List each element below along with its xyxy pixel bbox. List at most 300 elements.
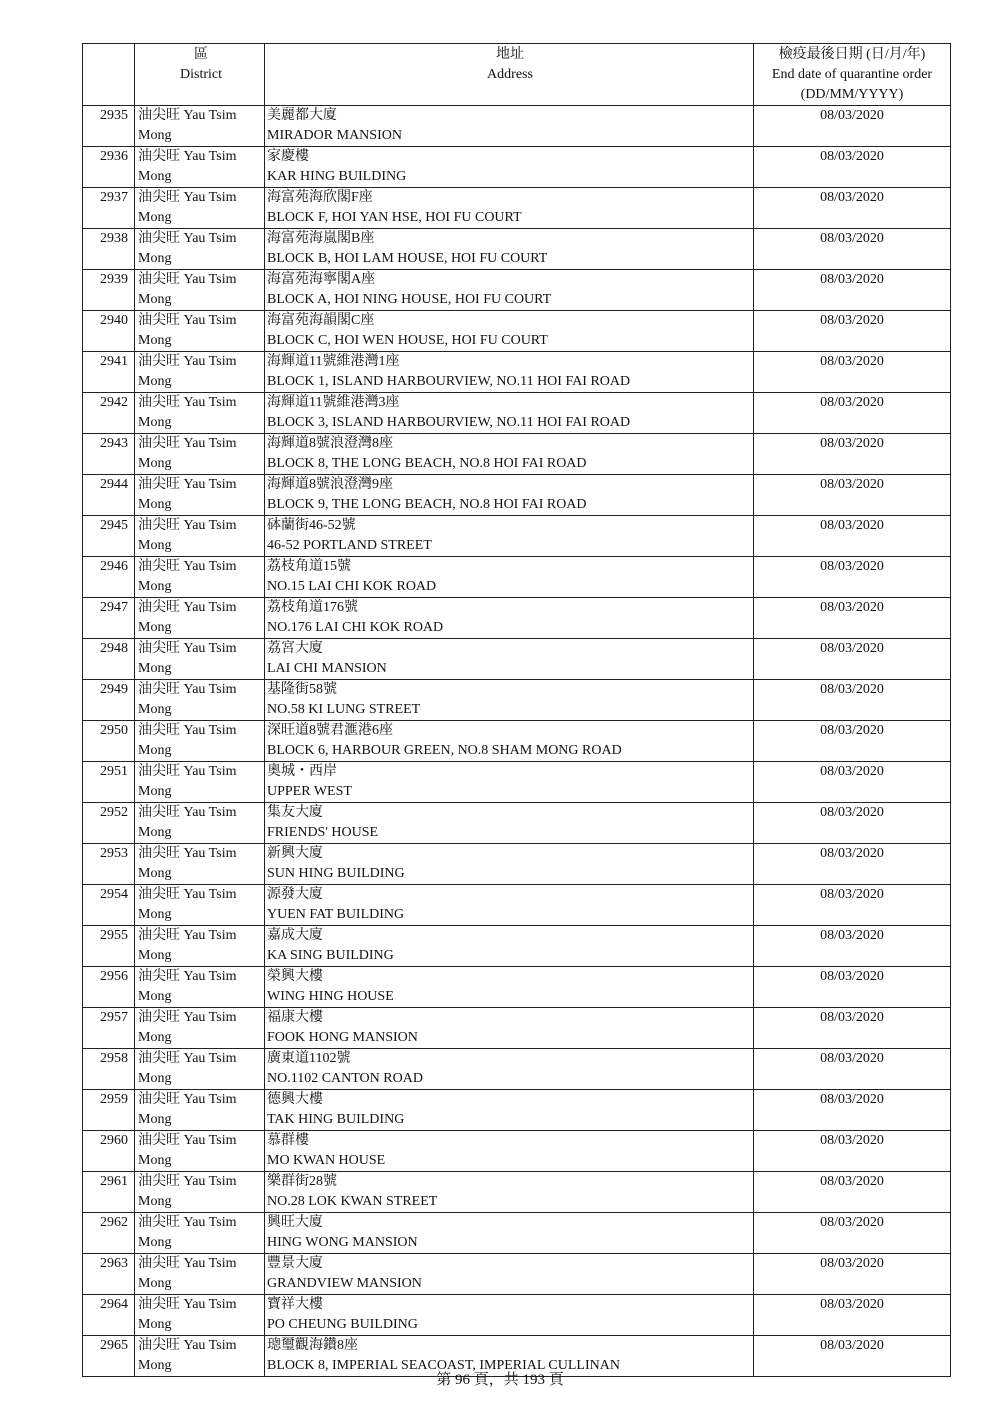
address-cell — [265, 721, 754, 762]
row-number-cell — [83, 721, 135, 762]
row-number: 2956 — [100, 969, 128, 984]
district-zh: 油尖旺 Yau Tsim — [138, 272, 237, 287]
district-zh: 油尖旺 Yau Tsim — [138, 190, 237, 205]
address-cell — [265, 1254, 754, 1295]
address-zh: 奧城・西岸 — [267, 764, 337, 779]
row-number-cell — [83, 270, 135, 311]
quarantine-end-date: 08/03/2020 — [820, 354, 884, 369]
address-cell — [265, 680, 754, 721]
date-cell — [754, 270, 951, 311]
district-cell — [135, 680, 265, 721]
date-cell — [754, 188, 951, 229]
row-number-cell — [83, 680, 135, 721]
address-cell — [265, 1090, 754, 1131]
date-cell — [754, 885, 951, 926]
row-number: 2962 — [100, 1215, 128, 1230]
address-en: NO.15 LAI CHI KOK ROAD — [267, 579, 437, 594]
row-number: 2958 — [100, 1051, 128, 1066]
address-cell — [265, 188, 754, 229]
address-en: NO.1102 CANTON ROAD — [267, 1071, 423, 1086]
address-zh: 海輝道8號浪澄灣9座 — [267, 477, 393, 492]
district-cell — [135, 639, 265, 680]
district-cell — [135, 270, 265, 311]
row-number-cell — [83, 1172, 135, 1213]
address-en: KAR HING BUILDING — [267, 169, 407, 184]
district-zh: 油尖旺 Yau Tsim — [138, 1174, 237, 1189]
district-en: Mong — [138, 538, 172, 553]
table-row — [83, 270, 951, 311]
district-zh: 油尖旺 Yau Tsim — [138, 928, 237, 943]
row-number-cell — [83, 762, 135, 803]
district-zh: 油尖旺 Yau Tsim — [138, 846, 237, 861]
district-zh: 油尖旺 Yau Tsim — [138, 723, 237, 738]
district-cell — [135, 516, 265, 557]
row-number-cell — [83, 1213, 135, 1254]
address-zh: 源發大廈 — [267, 887, 323, 902]
table-row — [83, 1254, 951, 1295]
row-number: 2936 — [100, 149, 128, 164]
quarantine-address-table — [82, 43, 951, 1377]
row-number-cell — [83, 147, 135, 188]
district-zh: 油尖旺 Yau Tsim — [138, 1297, 237, 1312]
address-cell — [265, 393, 754, 434]
row-number-cell — [83, 1131, 135, 1172]
address-en: TAK HING BUILDING — [267, 1112, 405, 1127]
address-cell — [265, 803, 754, 844]
district-en: Mong — [138, 1276, 172, 1291]
district-en: Mong — [138, 210, 172, 225]
date-cell — [754, 311, 951, 352]
district-en: Mong — [138, 1235, 172, 1250]
address-en: NO.176 LAI CHI KOK ROAD — [267, 620, 444, 635]
quarantine-end-date: 08/03/2020 — [820, 1133, 884, 1148]
address-cell — [265, 557, 754, 598]
district-cell — [135, 106, 265, 147]
row-number: 2946 — [100, 559, 128, 574]
address-zh: 寶祥大樓 — [267, 1297, 323, 1312]
district-cell — [135, 721, 265, 762]
row-number: 2937 — [100, 190, 128, 205]
table-row — [83, 188, 951, 229]
table-row — [83, 762, 951, 803]
address-zh: 興旺大廈 — [267, 1215, 323, 1230]
row-number: 2952 — [100, 805, 128, 820]
address-en: NO.58 KI LUNG STREET — [267, 702, 421, 717]
row-number-cell — [83, 1008, 135, 1049]
quarantine-end-date: 08/03/2020 — [820, 641, 884, 656]
address-zh: 深旺道8號君滙港6座 — [267, 723, 393, 738]
header-date-zh: 檢疫最後日期 (日/月/年) — [778, 47, 926, 62]
address-cell — [265, 352, 754, 393]
quarantine-end-date: 08/03/2020 — [820, 723, 884, 738]
address-en: BLOCK B, HOI LAM HOUSE, HOI FU COURT — [267, 251, 548, 266]
district-cell — [135, 1295, 265, 1336]
row-number-cell — [83, 557, 135, 598]
district-zh: 油尖旺 Yau Tsim — [138, 1256, 237, 1271]
table-row — [83, 516, 951, 557]
date-cell — [754, 762, 951, 803]
row-number: 2965 — [100, 1338, 128, 1353]
address-en: 46-52 PORTLAND STREET — [267, 538, 432, 553]
header-district-zh: 區 — [194, 47, 208, 62]
address-zh: 豐景大廈 — [267, 1256, 323, 1271]
district-cell — [135, 557, 265, 598]
district-en: Mong — [138, 784, 172, 799]
address-en: BLOCK 6, HARBOUR GREEN, NO.8 SHAM MONG ROAD — [267, 743, 622, 758]
date-cell — [754, 1049, 951, 1090]
quarantine-end-date: 08/03/2020 — [820, 149, 884, 164]
district-cell — [135, 1049, 265, 1090]
date-cell — [754, 1254, 951, 1295]
district-zh: 油尖旺 Yau Tsim — [138, 559, 237, 574]
address-cell — [265, 270, 754, 311]
address-zh: 新興大廈 — [267, 846, 323, 861]
table-row — [83, 1049, 951, 1090]
date-cell — [754, 1008, 951, 1049]
district-zh: 油尖旺 Yau Tsim — [138, 395, 237, 410]
district-en: Mong — [138, 1317, 172, 1332]
row-number-cell — [83, 229, 135, 270]
row-number: 2949 — [100, 682, 128, 697]
address-zh: 美麗都大廈 — [267, 108, 337, 123]
quarantine-end-date: 08/03/2020 — [820, 436, 884, 451]
district-cell — [135, 188, 265, 229]
row-number: 2950 — [100, 723, 128, 738]
district-en: Mong — [138, 497, 172, 512]
header-district-en: District — [180, 67, 222, 82]
district-zh: 油尖旺 Yau Tsim — [138, 313, 237, 328]
row-number-cell — [83, 1254, 135, 1295]
row-number-cell — [83, 393, 135, 434]
quarantine-end-date: 08/03/2020 — [820, 887, 884, 902]
address-cell — [265, 434, 754, 475]
address-cell — [265, 926, 754, 967]
address-zh: 海輝道11號維港灣1座 — [267, 354, 400, 369]
district-en: Mong — [138, 251, 172, 266]
quarantine-end-date: 08/03/2020 — [820, 313, 884, 328]
address-zh: 家慶樓 — [267, 149, 309, 164]
district-cell — [135, 352, 265, 393]
table-row — [83, 352, 951, 393]
table-row — [83, 475, 951, 516]
district-cell — [135, 229, 265, 270]
quarantine-end-date: 08/03/2020 — [820, 1174, 884, 1189]
address-zh: 樂群街28號 — [267, 1174, 337, 1189]
address-en: BLOCK C, HOI WEN HOUSE, HOI FU COURT — [267, 333, 548, 348]
address-zh: 荔枝角道15號 — [267, 559, 351, 574]
district-zh: 油尖旺 Yau Tsim — [138, 149, 237, 164]
address-cell — [265, 475, 754, 516]
row-number-cell — [83, 106, 135, 147]
header-district — [135, 44, 265, 106]
address-zh: 榮興大樓 — [267, 969, 323, 984]
district-en: Mong — [138, 1112, 172, 1127]
address-en: YUEN FAT BUILDING — [267, 907, 405, 922]
row-number-cell — [83, 516, 135, 557]
row-number-cell — [83, 434, 135, 475]
quarantine-end-date: 08/03/2020 — [820, 1092, 884, 1107]
district-cell — [135, 1008, 265, 1049]
quarantine-end-date: 08/03/2020 — [820, 1010, 884, 1025]
date-cell — [754, 393, 951, 434]
district-zh: 油尖旺 Yau Tsim — [138, 641, 237, 656]
address-en: BLOCK 8, IMPERIAL SEACOAST, IMPERIAL CULLINAN — [267, 1358, 620, 1373]
row-number: 2955 — [100, 928, 128, 943]
date-cell — [754, 1131, 951, 1172]
district-cell — [135, 598, 265, 639]
row-number: 2935 — [100, 108, 128, 123]
district-zh: 油尖旺 Yau Tsim — [138, 887, 237, 902]
district-cell — [135, 803, 265, 844]
table-row — [83, 926, 951, 967]
district-zh: 油尖旺 Yau Tsim — [138, 1338, 237, 1353]
row-number-cell — [83, 1049, 135, 1090]
row-number-cell — [83, 1090, 135, 1131]
row-number-cell — [83, 475, 135, 516]
address-zh: 海輝道11號維港灣3座 — [267, 395, 400, 410]
date-cell — [754, 680, 951, 721]
table-row — [83, 1008, 951, 1049]
row-number-cell — [83, 188, 135, 229]
address-zh: 璁璽觀海鑽8座 — [267, 1338, 358, 1353]
date-cell — [754, 844, 951, 885]
address-cell — [265, 1213, 754, 1254]
address-zh: 荔枝角道176號 — [267, 600, 358, 615]
address-en: MIRADOR MANSION — [267, 128, 402, 143]
date-cell — [754, 434, 951, 475]
address-cell — [265, 762, 754, 803]
row-number-cell — [83, 352, 135, 393]
quarantine-end-date: 08/03/2020 — [820, 559, 884, 574]
date-cell — [754, 352, 951, 393]
district-zh: 油尖旺 Yau Tsim — [138, 354, 237, 369]
address-en: BLOCK 9, THE LONG BEACH, NO.8 HOI FAI ROAD — [267, 497, 587, 512]
address-zh: 海富苑海嵐閣B座 — [267, 231, 375, 246]
address-en: LAI CHI MANSION — [267, 661, 387, 676]
row-number: 2941 — [100, 354, 128, 369]
table-row — [83, 1295, 951, 1336]
table-row — [83, 1090, 951, 1131]
date-cell — [754, 516, 951, 557]
row-number-cell — [83, 885, 135, 926]
address-en: UPPER WEST — [267, 784, 352, 799]
district-en: Mong — [138, 948, 172, 963]
row-number-cell — [83, 598, 135, 639]
table-row — [83, 1172, 951, 1213]
date-cell — [754, 967, 951, 1008]
table-row — [83, 311, 951, 352]
address-en: BLOCK 8, THE LONG BEACH, NO.8 HOI FAI ROAD — [267, 456, 587, 471]
table-row — [83, 434, 951, 475]
row-number: 2948 — [100, 641, 128, 656]
district-zh: 油尖旺 Yau Tsim — [138, 436, 237, 451]
quarantine-end-date: 08/03/2020 — [820, 846, 884, 861]
district-zh: 油尖旺 Yau Tsim — [138, 1092, 237, 1107]
address-zh: 嘉成大廈 — [267, 928, 323, 943]
row-number: 2947 — [100, 600, 128, 615]
date-cell — [754, 1090, 951, 1131]
district-en: Mong — [138, 1071, 172, 1086]
row-number: 2943 — [100, 436, 128, 451]
address-cell — [265, 1008, 754, 1049]
row-number: 2954 — [100, 887, 128, 902]
district-zh: 油尖旺 Yau Tsim — [138, 805, 237, 820]
quarantine-end-date: 08/03/2020 — [820, 1297, 884, 1312]
table-row — [83, 229, 951, 270]
district-cell — [135, 1090, 265, 1131]
quarantine-end-date: 08/03/2020 — [820, 231, 884, 246]
address-en: WING HING HOUSE — [267, 989, 394, 1004]
district-zh: 油尖旺 Yau Tsim — [138, 477, 237, 492]
row-number: 2938 — [100, 231, 128, 246]
district-zh: 油尖旺 Yau Tsim — [138, 764, 237, 779]
row-number: 2951 — [100, 764, 128, 779]
address-en: BLOCK 1, ISLAND HARBOURVIEW, NO.11 HOI FAI ROAD — [267, 374, 631, 389]
address-en: FRIENDS' HOUSE — [267, 825, 379, 840]
date-cell — [754, 598, 951, 639]
district-cell — [135, 967, 265, 1008]
table-row — [83, 721, 951, 762]
address-cell — [265, 1172, 754, 1213]
district-zh: 油尖旺 Yau Tsim — [138, 1133, 237, 1148]
date-cell — [754, 229, 951, 270]
table-row — [83, 885, 951, 926]
district-cell — [135, 434, 265, 475]
row-number: 2953 — [100, 846, 128, 861]
header-address-zh: 地址 — [496, 47, 524, 62]
address-cell — [265, 106, 754, 147]
quarantine-end-date: 08/03/2020 — [820, 477, 884, 492]
address-zh: 慕群樓 — [267, 1133, 309, 1148]
row-number: 2939 — [100, 272, 128, 287]
address-en: MO KWAN HOUSE — [267, 1153, 386, 1168]
date-cell — [754, 721, 951, 762]
district-cell — [135, 1213, 265, 1254]
date-cell — [754, 1213, 951, 1254]
district-en: Mong — [138, 907, 172, 922]
district-en: Mong — [138, 415, 172, 430]
address-zh: 德興大樓 — [267, 1092, 323, 1107]
district-zh: 油尖旺 Yau Tsim — [138, 1051, 237, 1066]
district-cell — [135, 147, 265, 188]
district-en: Mong — [138, 620, 172, 635]
date-cell — [754, 926, 951, 967]
row-number-cell — [83, 967, 135, 1008]
quarantine-end-date: 08/03/2020 — [820, 1256, 884, 1271]
table-row — [83, 967, 951, 1008]
district-en: Mong — [138, 989, 172, 1004]
quarantine-end-date: 08/03/2020 — [820, 518, 884, 533]
district-en: Mong — [138, 743, 172, 758]
table-row — [83, 844, 951, 885]
address-en: BLOCK F, HOI YAN HSE, HOI FU COURT — [267, 210, 522, 225]
date-cell — [754, 803, 951, 844]
header-date-en: End date of quarantine order — [771, 67, 933, 82]
address-cell — [265, 516, 754, 557]
table-header-row — [83, 44, 951, 106]
row-number-cell — [83, 803, 135, 844]
date-cell — [754, 106, 951, 147]
row-number: 2960 — [100, 1133, 128, 1148]
row-number: 2944 — [100, 477, 128, 492]
address-en: GRANDVIEW MANSION — [267, 1276, 422, 1291]
district-zh: 油尖旺 Yau Tsim — [138, 682, 237, 697]
table-row — [83, 147, 951, 188]
row-number-cell — [83, 844, 135, 885]
row-number-cell — [83, 926, 135, 967]
district-zh: 油尖旺 Yau Tsim — [138, 518, 237, 533]
header-address — [265, 44, 754, 106]
address-zh: 荔宮大廈 — [267, 641, 323, 656]
row-number: 2959 — [100, 1092, 128, 1107]
district-cell — [135, 393, 265, 434]
address-zh: 砵蘭街46-52號 — [267, 518, 356, 533]
table-row — [83, 1131, 951, 1172]
district-cell — [135, 844, 265, 885]
district-en: Mong — [138, 1358, 172, 1373]
district-en: Mong — [138, 1194, 172, 1209]
address-cell — [265, 1295, 754, 1336]
address-en: BLOCK A, HOI NING HOUSE, HOI FU COURT — [267, 292, 552, 307]
address-en: FOOK HONG MANSION — [267, 1030, 418, 1045]
table-row — [83, 639, 951, 680]
district-cell — [135, 885, 265, 926]
table-row — [83, 598, 951, 639]
table-row — [83, 393, 951, 434]
table-body — [83, 106, 951, 1377]
row-number: 2957 — [100, 1010, 128, 1025]
quarantine-end-date: 08/03/2020 — [820, 969, 884, 984]
row-number: 2961 — [100, 1174, 128, 1189]
district-cell — [135, 311, 265, 352]
address-zh: 基隆街58號 — [267, 682, 337, 697]
district-en: Mong — [138, 866, 172, 881]
district-en: Mong — [138, 579, 172, 594]
address-zh: 海輝道8號浪澄灣8座 — [267, 436, 393, 451]
address-en: HING WONG MANSION — [267, 1235, 418, 1250]
address-cell — [265, 229, 754, 270]
quarantine-end-date: 08/03/2020 — [820, 928, 884, 943]
address-zh: 海富苑海韻閣C座 — [267, 313, 375, 328]
quarantine-end-date: 08/03/2020 — [820, 1215, 884, 1230]
district-en: Mong — [138, 374, 172, 389]
quarantine-end-date: 08/03/2020 — [820, 190, 884, 205]
quarantine-end-date: 08/03/2020 — [820, 1051, 884, 1066]
address-zh: 廣東道1102號 — [267, 1051, 351, 1066]
district-cell — [135, 762, 265, 803]
table-row — [83, 557, 951, 598]
district-en: Mong — [138, 333, 172, 348]
date-cell — [754, 1295, 951, 1336]
header-date-format: (DD/MM/YYYY) — [800, 87, 904, 102]
district-zh: 油尖旺 Yau Tsim — [138, 969, 237, 984]
district-en: Mong — [138, 292, 172, 307]
address-zh: 海富苑海寧閣A座 — [267, 272, 376, 287]
row-number: 2945 — [100, 518, 128, 533]
district-cell — [135, 926, 265, 967]
district-zh: 油尖旺 Yau Tsim — [138, 231, 237, 246]
row-number: 2963 — [100, 1256, 128, 1271]
table-row — [83, 1213, 951, 1254]
district-en: Mong — [138, 1153, 172, 1168]
address-en: BLOCK 3, ISLAND HARBOURVIEW, NO.11 HOI FAI ROAD — [267, 415, 631, 430]
district-zh: 油尖旺 Yau Tsim — [138, 1010, 237, 1025]
address-zh: 集友大廈 — [267, 805, 323, 820]
quarantine-end-date: 08/03/2020 — [820, 764, 884, 779]
date-cell — [754, 1172, 951, 1213]
address-en: NO.28 LOK KWAN STREET — [267, 1194, 438, 1209]
address-zh: 福康大樓 — [267, 1010, 323, 1025]
